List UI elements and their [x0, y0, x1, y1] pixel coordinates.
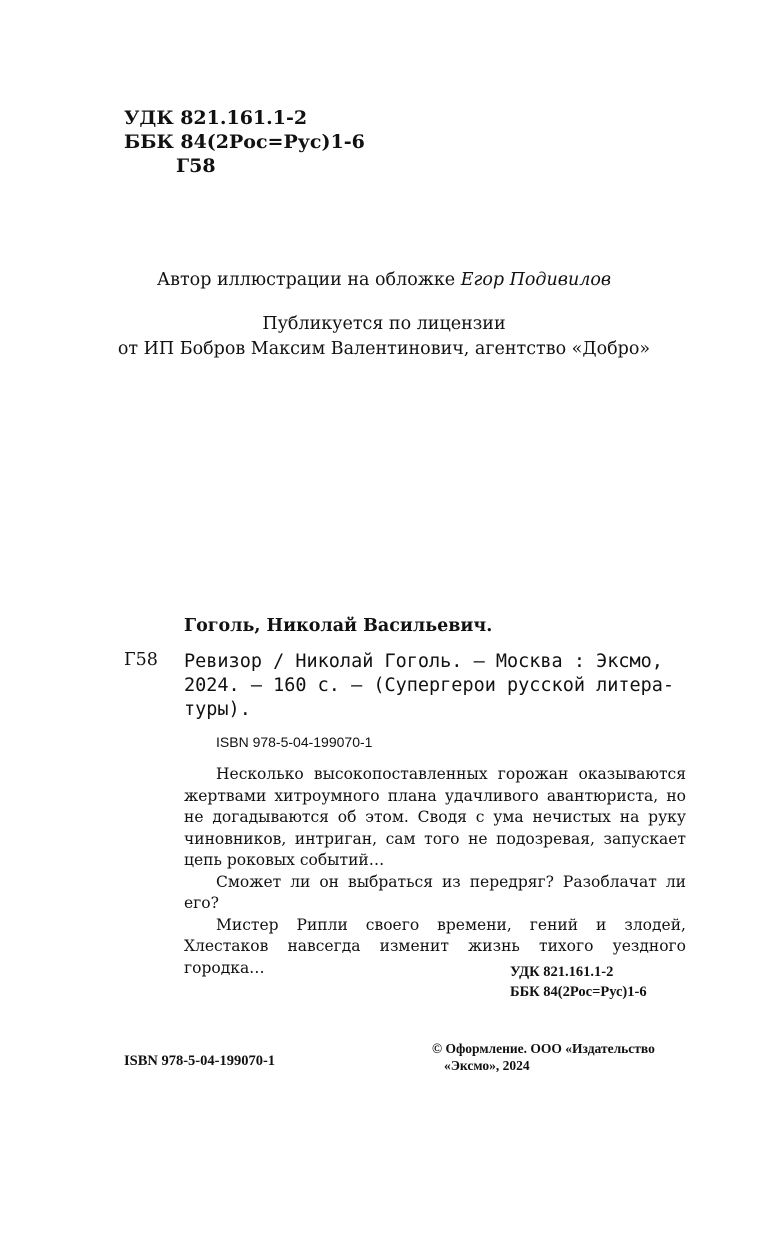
license-line-2: от ИП Бобров Максим Валентинович, агентство «Добро» — [117, 339, 651, 359]
copyright-line-2: «Эксмо», 2024 — [444, 1058, 530, 1073]
license-notice — [0, 312, 768, 362]
bottom-classification-codes — [510, 962, 647, 1002]
license-line-1: Публикуется по лицензии — [262, 314, 506, 334]
catalog-isbn: ISBN 978-5-04-199070-1 — [216, 734, 373, 750]
copyright-line-1: © Оформление. ООО «Издательство — [432, 1041, 655, 1056]
catalog-author: Гоголь, Николай Васильевич. — [184, 616, 493, 636]
annotation-paragraph: Мистер Рипли своего времени, гений и злодей, Хлестаков навсегда изменит жизнь тихого уездного городка… — [184, 915, 686, 977]
annotation-paragraph: Сможет ли он выбраться из передряг? Разоблачат ли его? — [184, 872, 686, 912]
bibliographic-entry — [184, 650, 686, 722]
udk-code: УДК 821.161.1-2 — [124, 107, 308, 129]
top-classification-codes — [124, 106, 365, 178]
bottom-isbn: ISBN 978-5-04-199070-1 — [124, 1053, 276, 1069]
illustrator-name: Егор Подивилов — [460, 270, 612, 290]
annotation-paragraph: Несколько высокопоставленных горожан оказываются жертвами хитроумного плана удачливого авантюриста, но не догадываются об этом. Сводя с ума нечистых на руку чиновников, интриган, сам того не подозревая, запускает цепь роковых событий… — [184, 765, 686, 869]
bottom-bbk-code: ББК 84(2Рос=Рус)1-6 — [510, 984, 647, 1000]
bibliographic-line: 2024. — 160 с. — (Супергерои русской литера- — [184, 675, 675, 696]
illustration-credit — [0, 268, 768, 293]
bbk-code: ББК 84(2Рос=Рус)1-6 — [124, 131, 365, 153]
catalog-author-mark: Г58 — [124, 650, 158, 670]
annotation — [184, 764, 686, 979]
author-mark: Г58 — [176, 155, 216, 177]
bibliographic-line: Ревизор / Николай Гоголь. — Москва : Эксмо, — [184, 651, 663, 672]
bibliographic-line: туры). — [184, 699, 251, 720]
bottom-udk-code: УДК 821.161.1-2 — [510, 964, 614, 980]
copyright-notice — [432, 1040, 655, 1074]
illustration-credit-prefix: Автор иллюстрации на обложке — [156, 270, 461, 290]
